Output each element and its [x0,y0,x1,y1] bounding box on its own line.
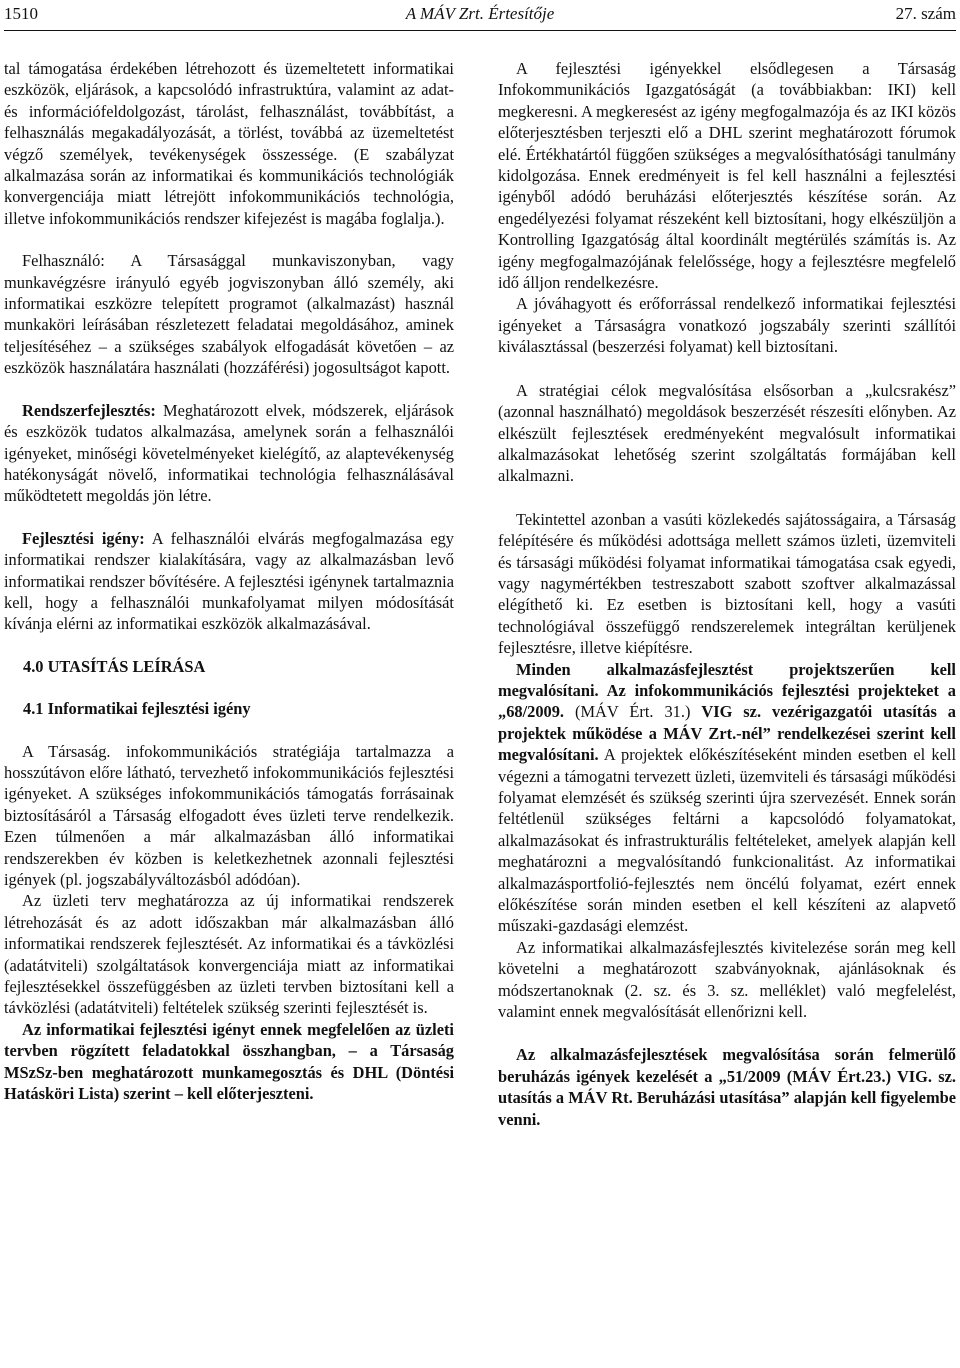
paragraph-bold: Az alkalmazásfejlesztések megvalósítása során felmerülő beruházás igények kezelését a „51/2009 (MÁV Ért.23.) VIG. sz. utasítás a MÁV Rt. Beruházási utasítása” alapján kell figyelembe venni. [498,1045,956,1129]
definition-rendszerfejlesztes: Rendszerfejlesztés: Meghatározott elvek, módszerek, eljárások és eszközök tudatos alkalmazása, amelynek során a felhasználói igényeket, minőségi követelményeket kielégítő, az alaptevékenység hatékonyságát növelő, informatikai technológia felhasználásával működtetett megoldás jön létre. [4,400,454,506]
header-rule [4,30,956,31]
page-number: 1510 [4,4,38,23]
paragraph: Tekintettel azonban a vasúti közlekedés sajátosságaira, a Társaság felépítésére és működési adottsága mellett számos üzleti, üzemviteli és társasági működési folyamat informatikai támogatása csak egyedi, vagy nagymértékben testreszabott szabott szoftver alkalmazással elégíthető ki. Ez esetben is biztosítani kell, hogy a vasúti technológiával összefüggő rendszerelemek integráltan kerüljenek fejlesztésre, illetve kiépítésre. [498,509,956,658]
definition-fejlesztesi-igeny: Fejlesztési igény: A felhasználói elvárás megfogalmazása egy informatikai rendszer kialakítására, vagy az alkalmazásban levő informatikai rendszer bővítésére. A fejlesztési igénynek tartalmaznia kell, hogy a felhasználói munkafolyamat milyen módosítását kívánja elérni az informatikai eszközök alkalmazásával. [4,528,454,634]
issue-number: 27. szám [895,4,956,23]
paragraph: A stratégiai célok megvalósítása elsősorban a „kulcsrakész” (azonnal használható) megoldások beszerzését részesíti előnyben. Az elkészült fejlesztések eredményeként megvalósult informatikai alkalmazásokat lehetőség szerint szolgáltatás formájában kell alkalmazni. [498,380,956,486]
term: Felhasználó [22,251,101,271]
right-column [498,58,956,1130]
paragraph: A Társaság. infokommunikációs stratégiája tartalmazza a hosszútávon előre látható, tervezhető infokommunikációs fejlesztési igényeket. A szükséges infokommunikációs támogatás forrásainak biztosításáról a Társaság elfogadott éves üzleti terve rendelkezik. Ezen túlmenően a már alkalmazásban álló informatikai rendszerekben év közben is keletkezhetnek azonnali fejlesztési igények (pl. jogszabályváltozásból adódóan). [4,741,454,889]
page-header [4,4,956,28]
paragraph: Az üzleti terv meghatározza az új informatikai rendszerek létrehozását és az adott időszakban már alkalmazásban álló informatikai rendszerek fejlesztését. Az informatikai és a távközlési (adatátviteli) szolgáltatások konvergenciája miatt az informatikai fejlesztésekkel összefüggésben az üzleti tervben biztosítani kell a távközlési (adatátviteli) feltételek szükség szerinti fejlesztését is. [4,891,454,1018]
paragraph: A fejlesztési igényekkel elsődlegesen a Társaság Infokommunikációs Igazgatóságát (a továbbiakban: IKI) kell megkeresni. A megkeresést az igény megfogalmazója és az IKI közös előterjesztésben terjeszti elő a DHL szerint meghatározott fórumok elé. Értékhatártól függően szükséges a megvalósíthatósági tanulmány kidolgozása. Ennek eredményeit is fel kell használni a fejlesztési igényből adódó beruházási előterjesztés készítése során. Az engedélyezési folyamat részeként kell biztosítani, hogy elkészüljön a Kontrolling Igazgatóság által koordinált megtérülés számítás is. Az igény megfogalmazójának felelőssége, hogy a fejlesztésre megfelelő idő álljon rendelkezésre. [498,59,956,293]
definition-felhasznalo: Felhasználó: A Társasággal munkaviszonyban, vagy munkavégzésre irányuló egyéb jogviszonyban álló személy, aki informatikai eszközre telepített programot (alkalmazást) használ munkaköri leírásában részletezett feladatai megoldásához, aminek teljesítéséhez – a szükséges szabályok elfogadását követően – az eszközök használatára használati (hozzáférési) jogosultságot kapott. [4,251,454,378]
journal-title: A MÁV Zrt. Értesítője [405,4,555,23]
paragraph: A jóváhagyott és erőforrással rendelkező informatikai fejlesztési igényeket a Társaságra vonatkozó jogszabály szerinti szállítói kiválasztással (beszerzési folyamat) kell biztosítani. [498,294,956,357]
paragraph-mixed: Minden alkalmazásfejlesztést projektszerűen kell megvalósítani. Az infokommunikációs fejlesztési projekteket a „68/2009. (MÁV Ért. 31.) VIG sz. vezérigazgatói utasítás a projektek működése a MÁV Zrt.-nél” rendelkezései szerint kell megvalósítani. A projektek előkészítéseként minden esetben el kell végezni a támogatni tervezett üzleti, üzemviteli és társasági működési folyamat elemzését és szükség szerinti újra szervezését. Ennek során feltétlenül szükséges feltárni a kapcsolódó folyamatokat, alkalmazásokat és infrastrukturális feltételeket, amelyek alapján kell meghatározni a megvalósítandó funkcionalitást. Az informatikai alkalmazásportfolió-fejlesztés nem öncélú folyamat, ezért ennek előkészítése során minden esetben el kell készíteni az alapvető műszaki-gazdasági elemzést. [498,659,956,936]
paragraph: Az informatikai alkalmazásfejlesztés kivitelezése során meg kell követelni a meghatározott szabványoknak, ajánlásoknak és módszertanoknak (2. sz. és 3. sz. melléklet) való megfelelést, valamint ennek megvalósítását ellenőrizni kell. [498,937,956,1022]
paragraph: tal támogatása érdekében létrehozott és üzemeltetett informatikai eszközök, eljárások, a kapcsolódó infrastruktúra, valamint az adat- és információfeldolgozást, tárolást, felhasználást, továbbítást, a felhasználás megakadályozását, a törlést, továbbá az üzemeltetést végző személyek, tevékenységek összessége. (E szabályzat alkalmazása során az informatikai és kommunikációs technológiák konvergenciája miatt létrejött infokommunikációs technológia, illetve infokommunikációs rendszer kifejezést is magába foglalja.). [4,59,454,228]
term: Fejlesztési igény: [22,528,145,548]
section-heading: 4.0 UTASÍTÁS LEÍRÁSA [23,656,206,676]
term: Rendszerfejlesztés: [22,400,156,420]
paragraph-bold: Az informatikai fejlesztési igényt ennek megfelelően az üzleti tervben rögzített feladatokkal összhangban, – a Társaság MSzSz-ben meghatározott munkamegosztás és DHL (Döntési Hatásköri Lista) szerint – kell előterjeszteni. [4,1019,454,1104]
left-column [4,58,454,1104]
subsection-heading: 4.1 Informatikai fejlesztési igény [23,699,251,719]
